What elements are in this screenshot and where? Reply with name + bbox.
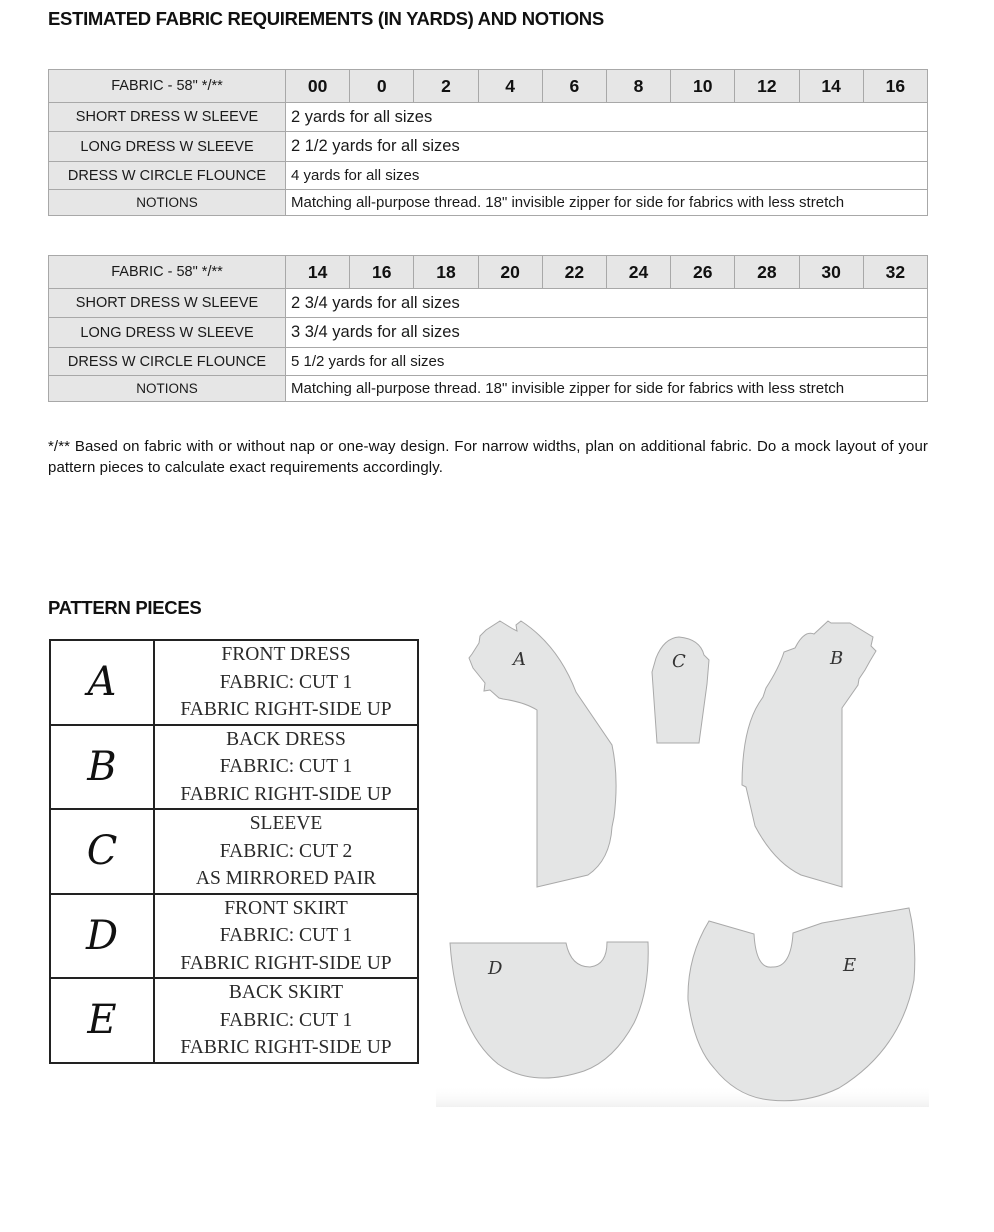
table-row: [49, 348, 928, 376]
row-value: 2 1/2 yards for all sizes: [286, 132, 928, 162]
diagram-label-a: A: [513, 649, 526, 670]
piece-description: [154, 725, 418, 810]
piece-cut: FABRIC: CUT 1: [219, 925, 353, 946]
table-header-row: [49, 70, 928, 103]
size-header: 12: [735, 70, 799, 103]
size-header: 14: [799, 70, 863, 103]
size-header: 32: [863, 256, 927, 289]
size-header: 16: [350, 256, 414, 289]
fabric-header-label: FABRIC - 58" */**: [49, 256, 286, 289]
size-header: 24: [606, 256, 670, 289]
size-header: 16: [863, 70, 927, 103]
diagram-label-d: D: [488, 958, 503, 979]
piece-name: BACK DRESS: [226, 728, 346, 750]
row-value: 2 3/4 yards for all sizes: [286, 289, 928, 318]
pattern-pieces-table: [49, 639, 419, 1064]
size-header: 22: [542, 256, 606, 289]
piece-cut: FABRIC: CUT 1: [219, 1009, 353, 1031]
row-value: 4 yards for all sizes: [286, 162, 928, 190]
pattern-piece-row: [50, 809, 418, 894]
pattern-shapes-svg: [436, 610, 929, 1107]
size-header: 28: [735, 256, 799, 289]
size-header: 0: [350, 70, 414, 103]
table-row: [49, 132, 928, 162]
fabric-requirements-table-large-sizes: [48, 255, 928, 402]
piece-description: [154, 894, 418, 979]
size-header: 10: [671, 70, 735, 103]
piece-letter: D: [50, 894, 154, 979]
piece-description: [154, 978, 418, 1063]
size-header: 2: [414, 70, 478, 103]
piece-note: FABRIC RIGHT-SIDE UP: [180, 783, 392, 805]
pattern-layout-diagram: [436, 610, 929, 1107]
table-row: [49, 318, 928, 348]
row-value: Matching all-purpose thread. 18" invisible zipper for side for fabrics with less stretch: [286, 376, 928, 402]
piece-note: FABRIC RIGHT-SIDE UP: [180, 952, 392, 974]
size-header: 4: [478, 70, 542, 103]
piece-note: FABRIC RIGHT-SIDE UP: [180, 1037, 392, 1058]
size-header: 8: [606, 70, 670, 103]
page-title: ESTIMATED FABRIC REQUIREMENTS (IN YARDS) AND NOTIONS: [48, 8, 604, 29]
size-header: 26: [671, 256, 735, 289]
piece-cut: FABRIC: CUT 1: [219, 671, 353, 693]
piece-name: SLEEVE: [249, 813, 323, 834]
row-label: SHORT DRESS W SLEEVE: [49, 103, 286, 132]
pattern-piece-row: [50, 978, 418, 1063]
table-header-row: [49, 256, 928, 289]
piece-letter: E: [50, 978, 154, 1063]
table-row: [49, 289, 928, 318]
size-header: 20: [478, 256, 542, 289]
piece-b-back-dress-shape: [742, 621, 876, 887]
piece-note: AS MIRRORED PAIR: [195, 868, 377, 889]
row-label: DRESS W CIRCLE FLOUNCE: [49, 348, 286, 376]
fabric-header-label: FABRIC - 58" */**: [49, 70, 286, 103]
table-row: [49, 103, 928, 132]
row-label: NOTIONS: [49, 376, 286, 402]
fabric-requirements-table-small-sizes: [48, 69, 928, 216]
piece-name: FRONT DRESS: [221, 644, 351, 665]
row-value: 2 yards for all sizes: [286, 103, 928, 132]
row-label: LONG DRESS W SLEEVE: [49, 132, 286, 162]
table-row: [49, 162, 928, 190]
size-header: 18: [414, 256, 478, 289]
piece-name: FRONT SKIRT: [224, 897, 348, 919]
row-value: Matching all-purpose thread. 18" invisible zipper for side for fabrics with less stretch: [286, 190, 928, 216]
size-header: 14: [286, 256, 350, 289]
row-value: 3 3/4 yards for all sizes: [286, 318, 928, 348]
table-row: [49, 376, 928, 402]
piece-a-front-dress-shape: [469, 621, 616, 887]
piece-description: [154, 809, 418, 894]
piece-e-back-skirt-shape: [688, 908, 915, 1101]
size-header: 30: [799, 256, 863, 289]
row-value: 5 1/2 yards for all sizes: [286, 348, 928, 376]
diagram-shadow: [436, 1085, 929, 1107]
table-row: [49, 190, 928, 216]
row-label: SHORT DRESS W SLEEVE: [49, 289, 286, 318]
row-label: NOTIONS: [49, 190, 286, 216]
size-header: 00: [286, 70, 350, 103]
piece-d-front-skirt-shape: [450, 942, 648, 1078]
pattern-piece-row: [50, 725, 418, 810]
diagram-label-c: C: [672, 651, 686, 672]
size-header: 6: [542, 70, 606, 103]
piece-name: BACK SKIRT: [228, 982, 344, 1003]
piece-letter: C: [50, 809, 154, 894]
piece-letter: A: [50, 640, 154, 725]
piece-note: FABRIC RIGHT-SIDE UP: [180, 699, 392, 720]
piece-cut: FABRIC: CUT 2: [219, 840, 353, 862]
pattern-pieces-title: PATTERN PIECES: [48, 597, 202, 618]
row-label: DRESS W CIRCLE FLOUNCE: [49, 162, 286, 190]
footnote: */** Based on fabric with or without nap or one-way design. For narrow widths, plan on additional fabric. Do a mock layout of your pattern pieces to calculate exact requirements accordingly.: [48, 438, 928, 476]
piece-letter: B: [50, 725, 154, 810]
pattern-piece-row: [50, 640, 418, 725]
row-label: LONG DRESS W SLEEVE: [49, 318, 286, 348]
diagram-label-b: B: [830, 648, 844, 669]
piece-description: [154, 640, 418, 725]
piece-cut: FABRIC: CUT 1: [219, 756, 353, 777]
diagram-label-e: E: [843, 955, 857, 976]
pattern-piece-row: [50, 894, 418, 979]
